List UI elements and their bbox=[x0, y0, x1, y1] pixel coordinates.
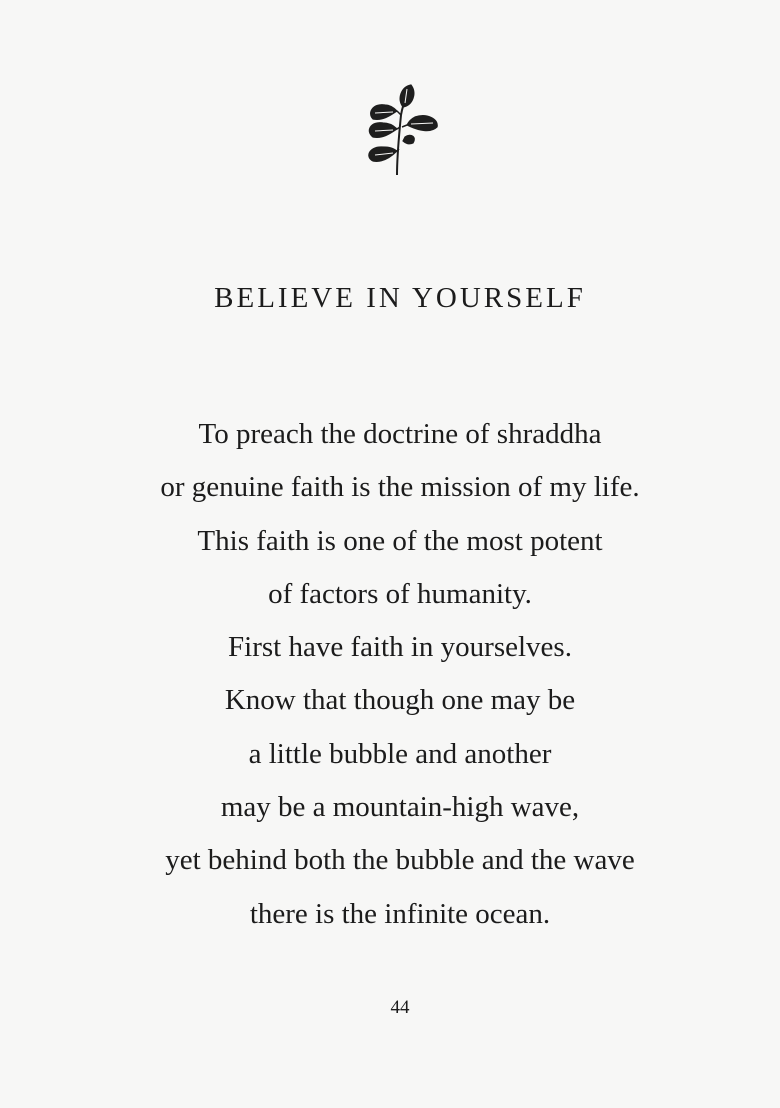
poem-line: of factors of humanity. bbox=[268, 577, 532, 610]
poem-line: First have faith in yourselves. bbox=[228, 631, 572, 664]
poem-line: or genuine faith is the mission of my life. bbox=[160, 471, 640, 504]
poem-body bbox=[0, 408, 780, 941]
poem-line: This faith is one of the most potent bbox=[197, 524, 603, 557]
poem-line: Know that though one may be bbox=[224, 684, 576, 717]
poem-line: may be a mountain-high wave, bbox=[220, 791, 580, 824]
page-number: 44 bbox=[390, 997, 410, 1018]
page-title: BELIEVE IN YOURSELF bbox=[214, 282, 586, 314]
poem-line: To preach the doctrine of shraddha bbox=[198, 418, 602, 450]
poem-line: yet behind both the bubble and the wave bbox=[165, 844, 635, 877]
poem-line: there is the infinite ocean. bbox=[249, 897, 551, 930]
leafy-sprig-icon bbox=[355, 75, 445, 180]
poem-line: a little bubble and another bbox=[248, 737, 552, 770]
